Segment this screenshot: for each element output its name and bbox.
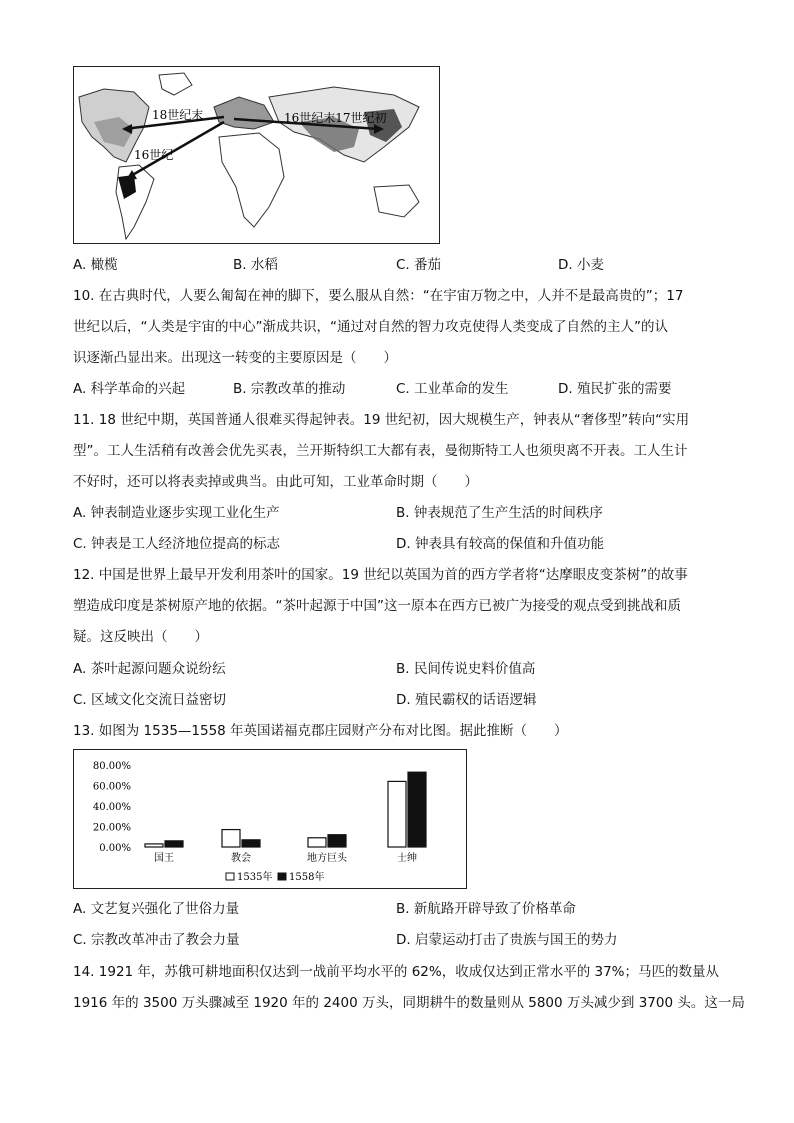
map-label-16th: 16世纪: [134, 148, 174, 162]
bar-1535年-士绅: [388, 781, 406, 847]
bar-1535年-地方巨头: [308, 838, 326, 847]
q10-option-b: B. 宗教改革的推动: [233, 381, 346, 397]
y-tick-label: 0.00%: [99, 843, 131, 854]
q12-option-a: A. 茶叶起源问题众说纷纭: [73, 661, 226, 677]
x-category-label: 教会: [231, 853, 251, 864]
q9-option-a: A. 橄榄: [73, 257, 118, 273]
q12-line-1: 12. 中国是世界上最早开发利用茶叶的国家。19 世纪以英国为首的西方学者将“达摩眼皮变茶树”的故事: [73, 567, 688, 583]
q13-option-d: D. 启蒙运动打击了贵族与国王的势力: [396, 932, 618, 948]
q13-option-a: A. 文艺复兴强化了世俗力量: [73, 901, 240, 917]
q13-line-1: 13. 如图为 1535—1558 年英国诺福克郡庄园财产分布对比图。据此推断（ ）: [73, 723, 568, 739]
x-category-label: 士绅: [397, 853, 417, 864]
bar-1558年-教会: [242, 840, 260, 847]
bar-chart-svg: [74, 750, 466, 888]
q13-option-c: C. 宗教改革冲击了教会力量: [73, 932, 240, 948]
q11-line-2: 型”。工人生活稍有改善会优先买表，兰开斯特织工大都有表，曼彻斯特工人也须臾离不开表。工人生计: [73, 443, 688, 459]
y-tick-label: 20.00%: [92, 822, 131, 834]
q9-option-b: B. 水稻: [233, 257, 278, 273]
legend-swatch: [226, 873, 234, 880]
q10-option-a: A. 科学革命的兴起: [73, 381, 186, 397]
q11-line-1: 11. 18 世纪中期，英国普通人很难买得起钟表。19 世纪初，因大规模生产，钟表从“奢侈型”转向“实用: [73, 412, 690, 428]
x-category-label: 地方巨头: [307, 853, 347, 864]
world-map-image: [74, 67, 439, 243]
q11-option-a: A. 钟表制造业逐步实现工业化生产: [73, 505, 280, 521]
legend-label: 1535年: [237, 872, 273, 883]
q9-option-c: C. 番茄: [396, 257, 442, 273]
legend-swatch: [278, 873, 286, 880]
legend-label: 1558年: [289, 872, 325, 883]
q12-option-c: C. 区域文化交流日益密切: [73, 692, 227, 708]
bar-1558年-士绅: [408, 772, 426, 847]
q10-line-2: 世纪以后，“人类是宇宙的中心”渐成共识，“通过对自然的智力攻克使得人类变成了自然的主人”的认: [73, 319, 668, 335]
q11-line-3: 不好时，还可以将表卖掉或典当。由此可知，工业革命时期（ ）: [73, 474, 478, 490]
q10-option-c: C. 工业革命的发生: [396, 381, 509, 397]
y-tick-label: 60.00%: [92, 781, 131, 793]
q14-line-2: 1916 年的 3500 万头骤减至 1920 年的 2400 万头，同期耕牛的数量则从 5800 万头减少到 3700 头。这一局: [73, 995, 745, 1011]
q10-option-d: D. 殖民扩张的需要: [558, 381, 672, 397]
q10-line-3: 识逐渐凸显出来。出现这一转变的主要原因是（ ）: [73, 350, 397, 366]
estate-property-chart: [73, 749, 467, 889]
y-tick-label: 80.00%: [92, 761, 131, 772]
q12-option-b: B. 民间传说史料价值高: [396, 661, 536, 677]
bar-1558年-国王: [165, 841, 183, 847]
q11-option-d: D. 钟表具有较高的保值和升值功能: [396, 536, 604, 552]
q11-option-b: B. 钟表规范了生产生活的时间秩序: [396, 505, 603, 521]
q10-line-1: 10. 在古典时代，人要么匍匐在神的脚下，要么服从自然：“在宇宙万物之中，人并不是最高贵的”；17: [73, 288, 684, 304]
map-label-late-18th: 18世纪末: [152, 108, 204, 122]
x-category-label: 国王: [154, 853, 174, 864]
y-tick-label: 40.00%: [92, 802, 131, 813]
q12-line-2: 塑造成印度是茶树原产地的依据。“茶叶起源于中国”这一原本在西方已被广为接受的观点受到挑战和质: [73, 598, 681, 614]
q9-option-d: D. 小麦: [558, 257, 604, 273]
q12-line-3: 疑。这反映出（ ）: [73, 629, 208, 645]
q13-option-b: B. 新航路开辟导致了价格革命: [396, 901, 576, 917]
bar-1558年-地方巨头: [328, 835, 346, 847]
q14-line-1: 14. 1921 年，苏俄可耕地面积仅达到一战前平均水平的 62%，收成仅达到正常水平的 37%；马匹的数量从: [73, 964, 720, 980]
q12-option-d: D. 殖民霸权的话语逻辑: [396, 692, 537, 708]
trade-route-map: [73, 66, 440, 244]
bar-1535年-教会: [222, 830, 240, 847]
q11-option-c: C. 钟表是工人经济地位提高的标志: [73, 536, 281, 552]
map-label-16th-17th: 16世纪末17世纪初: [284, 111, 387, 125]
bar-1535年-国王: [145, 844, 163, 847]
